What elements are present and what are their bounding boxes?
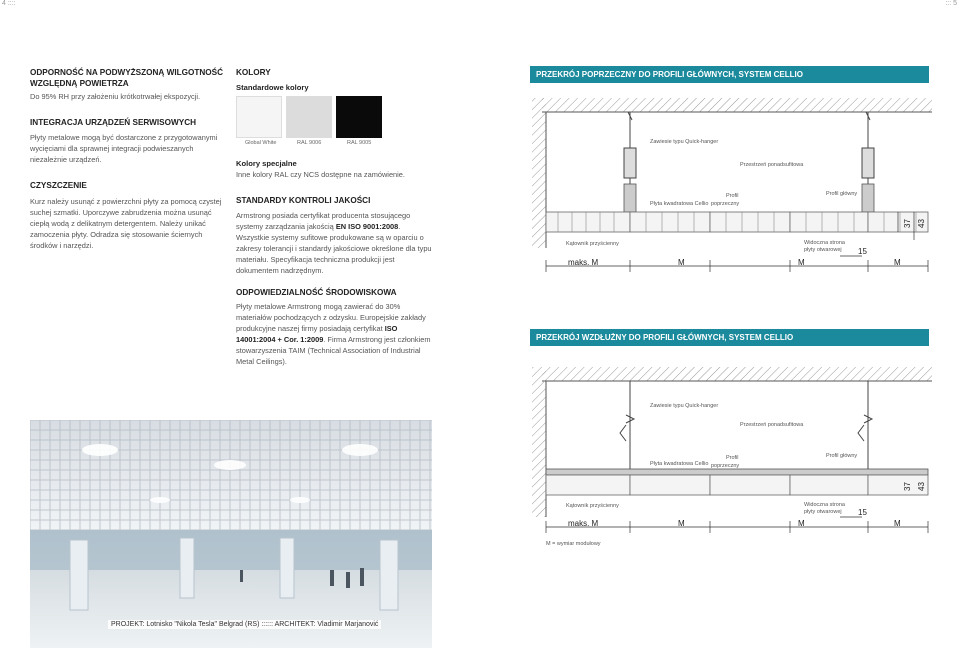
cleaning-text: Kurz należy usunąć z powierzchni płyty za pomocą czystej suchej szmatki. Uporczywe zabrudzenia można usunąć ciepłą wodą z delikatnym detergentem. Należy unikać zamoczenia płyty. Odradza się stosowanie ściernych środków i narzędzi. — [30, 197, 222, 250]
environment-text: Płyty metalowe Armstrong mogą zawierać do 30% materiałów pochodzących z odzysku. Europejskie zakłady produkcyjne naszej firmy posiadają certyfikat ISO 14001:2004 + Cor. 1:2009. Firma Armstrong jest członkiem stowarzyszenia TAIM (Technical Association of Industrial Metal Ceilings). — [236, 302, 431, 366]
ceiling-slab — [542, 98, 932, 112]
label-visible-2: płyty otwarowej — [804, 247, 842, 253]
swatch-ral-9006 — [286, 96, 332, 138]
left-wall-2 — [532, 367, 546, 517]
label-cross-profile-2: poprzeczny — [711, 201, 740, 207]
dim-43: 43 — [917, 219, 926, 228]
quality-cert: EN ISO 9001:2008 — [335, 222, 399, 231]
dim-37-2: 37 — [903, 482, 912, 491]
dim-m-3-2: M — [894, 519, 901, 528]
page-number-left: 4 :::: — [2, 0, 16, 7]
label-angle: Kątownik przyścienny — [566, 241, 619, 247]
dim-m-1-2: M — [678, 519, 685, 528]
main-profile-bar — [546, 469, 928, 475]
standard-colors-label: Standardowe kolory — [236, 83, 309, 92]
cleaning-heading: CZYSZCZENIE — [30, 181, 87, 190]
airport-photo-illustration — [30, 420, 432, 648]
humidity-heading: ODPORNOŚĆ NA PODWYŻSZONĄ WILGOTNOŚĆ WZGLĘDNĄ POWIETRZA — [30, 68, 224, 88]
dim-m-max-2: maks. M — [568, 519, 599, 528]
special-colors-text: Inne kolory RAL czy NCS dostępne na zamówienie. — [236, 170, 405, 179]
label-main-profile-2: Profil główny — [826, 453, 858, 459]
dim-m-2-2: M — [798, 519, 805, 528]
label-cross-profile-1-2: Profil — [726, 455, 739, 461]
swatch-label-ral-9006: RAL 9006 — [297, 140, 322, 146]
page-number-right: ::: 5 — [945, 0, 957, 7]
quality-text: Armstrong posiada certyfikat producenta stosującego systemy zarządzania jakością EN ISO 9001:2008. Wszystkie systemy sufitowe produkowane są w oparciu o zakresy tolerancji i standardy jakościowe określone dla typu materiału. Specyfikacja techniczna produkcji jest dokumentem nadrzędnym. — [236, 211, 432, 275]
swatch-global-white — [236, 96, 282, 138]
dim-15: 15 — [858, 247, 867, 256]
label-cross-profile-1: Profil — [726, 193, 739, 199]
special-colors-label: Kolory specjalne — [236, 159, 297, 168]
photo-credit: PROJEKT: Lotnisko "Nikola Tesla" Belgrad (RS) :::::: ARCHITEKT: Vladimir Marjanović — [108, 620, 381, 629]
swatch-label-global-white: Global White — [245, 140, 277, 146]
left-wall — [532, 98, 546, 248]
dim-m-3: M — [894, 258, 901, 267]
dim-m-2: M — [798, 258, 805, 267]
colors-heading: KOLORY — [236, 68, 271, 77]
label-main-profile: Profil główny — [826, 191, 858, 197]
label-panel: Płyta kwadratowa Cellio — [650, 201, 709, 207]
dim-m-1: M — [678, 258, 685, 267]
dim-43-2: 43 — [917, 482, 926, 491]
environment-cert: ISO 14001:2004 + Cor. 1:2009 — [236, 324, 398, 344]
cross-section-diagram — [528, 88, 938, 273]
label-hanger: Zawiesie typu Quick-hanger — [650, 139, 719, 145]
swatch-ral-9005 — [336, 96, 382, 138]
long-section-diagram — [528, 355, 938, 535]
label-angle-2: Kątownik przyścienny — [566, 503, 619, 509]
dim-15-2: 15 — [858, 508, 867, 517]
service-text: Płyty metalowe mogą być dostarczone z przygotowanymi wycięciami dla sprawnej integracji podwieszanych niezależnie urządzeń. — [30, 133, 218, 164]
swatch-label-ral-9005: RAL 9005 — [347, 140, 372, 146]
dim-m-max: maks. M — [568, 258, 599, 267]
airport-interior-photo — [30, 420, 432, 648]
label-plenum: Przestrzeń ponadsufitowa — [740, 162, 804, 168]
ceiling-slab-2 — [542, 367, 932, 381]
quality-heading: STANDARDY KONTROLI JAKOŚCI — [236, 196, 371, 205]
long-section-title-bar: PRZEKRÓJ WZDŁUŻNY DO PROFILI GŁÓWNYCH, SYSTEM CELLIO — [530, 329, 929, 346]
label-hanger-2: Zawiesie typu Quick-hanger — [650, 403, 719, 409]
label-plenum-2: Przestrzeń ponadsufitowa — [740, 422, 804, 428]
label-visible-2-2: płyty otwarowej — [804, 509, 842, 515]
label-visible-1: Widoczna strona — [804, 240, 845, 246]
service-heading: INTEGRACJA URZĄDZEŃ SERWISOWYCH — [30, 118, 197, 127]
humidity-text: Do 95% RH przy założeniu krótkotrwałej ekspozycji. — [30, 92, 201, 101]
label-cross-profile-2-2: poprzeczny — [711, 463, 740, 469]
dim-37: 37 — [903, 219, 912, 228]
label-panel-2: Płyta kwadratowa Cellio — [650, 461, 709, 467]
environment-heading: ODPOWIEDZIALNOŚĆ ŚRODOWISKOWA — [236, 288, 397, 297]
label-visible-1-2: Widoczna strona — [804, 502, 845, 508]
modular-dimension-note: M = wymiar modułowy — [546, 541, 601, 547]
cross-section-title-bar: PRZEKRÓJ POPRZECZNY DO PROFILI GŁÓWNYCH, SYSTEM CELLIO — [530, 66, 929, 83]
